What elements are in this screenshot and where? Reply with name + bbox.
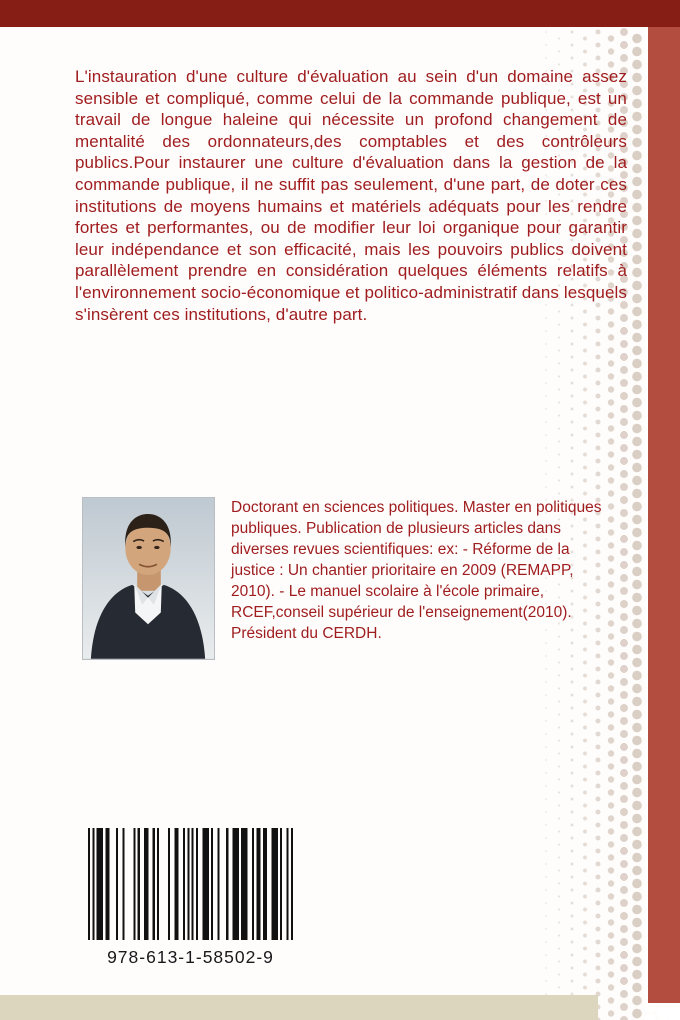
author-section (82, 497, 604, 660)
isbn-text: 978-613-1-58502-9 (107, 947, 274, 967)
bottom-bar (0, 995, 598, 1020)
author-photo (82, 497, 215, 660)
top-bar (0, 0, 680, 27)
synopsis-text: L'instauration d'une culture d'évaluation au sein d'un domaine assez sensible et compliqué, comme celui de la commande publique, est un travail de longue haleine qui nécessite un profond changement de mentalité des ordonnateurs,des comptables et des contrôleurs publics.Pour instaurer une culture d'évaluation dans la gestion de la commande publique, il ne suffit pas seulement, d'une part, de doter ces institutions de moyens humains et matériels adéquats pour les rendre fortes et performantes, ou de modifier leur loi organique pour garantir leur indépendance et son efficacité, mais les pouvoirs publics doivent parallèlement prendre en considération quelques éléments relatifs à l'environnement socio-économique et politico-administratif dans lesquels s'insèrent ces institutions, d'autre part. (75, 67, 627, 324)
barcode-block (88, 828, 293, 968)
accent-stripe (648, 27, 680, 1003)
barcode (88, 828, 293, 940)
author-bio-text: Doctorant en sciences politiques. Master en politiques publiques. Publication de plusieurs articles dans diverses revues scientifiques: ex: - Réforme de la justice : Un chantier prioritaire en 2009 (REMAPP, 2010). - Le manuel scolaire à l'école primaire, RCEF,conseil supérieur de l'enseignement(2010). Président du CERDH. (231, 499, 602, 642)
